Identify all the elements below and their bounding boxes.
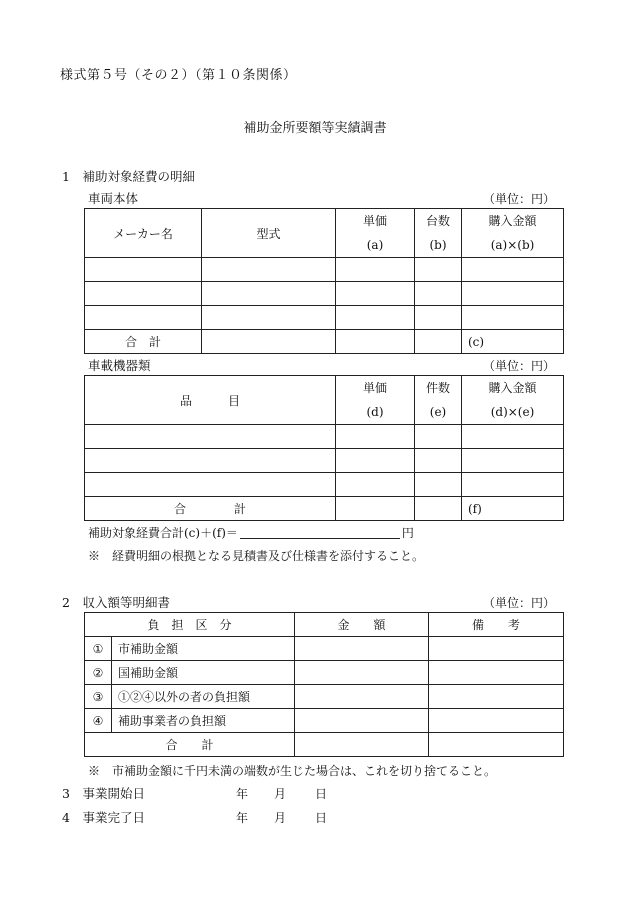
table-cell[interactable]	[202, 330, 336, 354]
table-cell[interactable]	[295, 661, 429, 685]
expense-total-label: 補助対象経費合計(c)＋(f)＝	[88, 526, 238, 540]
vehicle-header-qty-symbol: (b)	[429, 238, 447, 252]
equipment-header-amount	[462, 376, 564, 425]
table-cell[interactable]	[85, 449, 336, 473]
table-cell[interactable]	[462, 449, 564, 473]
table-row	[85, 425, 564, 449]
table-cell[interactable]	[336, 449, 415, 473]
table-cell[interactable]	[85, 473, 336, 497]
equipment-header-price-label: 単価	[362, 381, 387, 395]
equipment-header-amount-label: 購入金額	[488, 381, 537, 395]
table-cell[interactable]	[295, 709, 429, 733]
document-title: 補助金所要額等実績調書	[243, 121, 387, 136]
equipment-header-qty-label: 件数	[425, 381, 450, 395]
table-cell[interactable]	[336, 497, 415, 521]
equipment-total-row	[85, 497, 564, 521]
vehicle-header-amount	[462, 209, 564, 258]
table-cell[interactable]	[85, 425, 336, 449]
table-cell[interactable]	[462, 473, 564, 497]
section2-unit: （単位：円）	[482, 596, 555, 610]
equipment-total-label: 合 計	[85, 497, 336, 521]
vehicle-header-amount-symbol: (a)×(b)	[490, 238, 535, 252]
table-cell[interactable]	[462, 306, 564, 330]
table-cell[interactable]	[429, 685, 564, 709]
table-cell[interactable]	[336, 425, 415, 449]
vehicle-table	[84, 208, 564, 354]
income-table	[84, 612, 564, 757]
income-header-row	[85, 613, 564, 637]
equipment-label: 車載機器類	[88, 358, 151, 373]
expense-total-line	[88, 526, 414, 539]
income-header-category: 負 担 区 分	[85, 613, 295, 637]
equipment-header-amount-symbol: (d)×(e)	[490, 405, 535, 419]
vehicle-header-price	[336, 209, 415, 258]
vehicle-total-row	[85, 330, 564, 354]
vehicle-header-price-label: 単価	[362, 214, 387, 228]
table-cell[interactable]	[415, 497, 462, 521]
income-row-number: ④	[85, 709, 112, 733]
section1-note: ※ 経費明細の根拠となる見積書及び仕様書を添付すること。	[88, 549, 425, 563]
income-row-label: 市補助金額	[112, 637, 295, 661]
vehicle-total-symbol[interactable]: (c)	[462, 330, 564, 354]
income-row-label: 国補助金額	[112, 661, 295, 685]
table-cell[interactable]	[336, 258, 415, 282]
income-row-number: ②	[85, 661, 112, 685]
equipment-header-qty	[415, 376, 462, 425]
table-cell[interactable]	[295, 733, 429, 757]
table-cell[interactable]	[415, 425, 462, 449]
form-number: 様式第５号（その２）（第１０条関係）	[60, 68, 297, 83]
equipment-header-row	[85, 376, 564, 425]
income-row-label: ①②④以外の者の負担額	[112, 685, 295, 709]
table-cell[interactable]	[295, 637, 429, 661]
vehicle-header-price-symbol: (a)	[366, 238, 384, 252]
income-row-number: ①	[85, 637, 112, 661]
equipment-header-price-symbol: (d)	[366, 405, 384, 419]
equipment-table	[84, 375, 564, 521]
income-total-label: 合 計	[85, 733, 295, 757]
table-cell[interactable]	[429, 637, 564, 661]
table-cell[interactable]	[429, 661, 564, 685]
table-cell[interactable]	[336, 330, 415, 354]
equipment-header-item: 品 目	[85, 376, 336, 425]
income-row	[85, 685, 564, 709]
section1-heading: 1 補助対象経費の明細	[62, 169, 195, 184]
table-row	[85, 306, 564, 330]
table-cell[interactable]	[295, 685, 429, 709]
table-cell[interactable]	[415, 473, 462, 497]
table-cell[interactable]	[415, 258, 462, 282]
equipment-unit: （単位：円）	[482, 359, 555, 373]
vehicle-header-qty	[415, 209, 462, 258]
section2-note: ※ 市補助金額に千円未満の端数が生じた場合は、これを切り捨てること。	[88, 764, 497, 778]
vehicle-header-row	[85, 209, 564, 258]
table-cell[interactable]	[462, 425, 564, 449]
table-row	[85, 282, 564, 306]
table-cell[interactable]	[415, 449, 462, 473]
end-year-label: 年	[236, 811, 249, 825]
table-cell[interactable]	[462, 258, 564, 282]
table-cell[interactable]	[429, 733, 564, 757]
table-cell[interactable]	[202, 258, 336, 282]
table-row	[85, 473, 564, 497]
start-year-label: 年	[236, 787, 249, 801]
section2-heading: 2 収入額等明細書	[62, 595, 170, 610]
table-cell[interactable]	[202, 306, 336, 330]
table-cell[interactable]	[429, 709, 564, 733]
vehicle-total-label: 合 計	[85, 330, 202, 354]
expense-total-field[interactable]	[240, 526, 400, 539]
start-day-label: 日	[315, 787, 328, 801]
table-cell[interactable]	[336, 473, 415, 497]
income-row-number: ③	[85, 685, 112, 709]
income-header-remarks: 備 考	[429, 613, 564, 637]
table-cell[interactable]	[202, 282, 336, 306]
expense-total-unit: 円	[401, 526, 414, 540]
table-row	[85, 258, 564, 282]
table-cell[interactable]	[462, 282, 564, 306]
vehicle-header-model: 型式	[202, 209, 336, 258]
income-row	[85, 661, 564, 685]
income-row	[85, 637, 564, 661]
vehicle-label: 車両本体	[88, 191, 139, 206]
table-cell[interactable]	[85, 282, 202, 306]
vehicle-header-maker: メーカー名	[85, 209, 202, 258]
income-header-amount: 金 額	[295, 613, 429, 637]
equipment-header-price	[336, 376, 415, 425]
section4-label: 4 事業完了日	[62, 810, 145, 825]
table-cell[interactable]	[85, 306, 202, 330]
start-month-label: 月	[274, 787, 287, 801]
income-total-row	[85, 733, 564, 757]
table-cell[interactable]	[415, 330, 462, 354]
table-cell[interactable]	[85, 258, 202, 282]
section3-label: 3 事業開始日	[62, 786, 145, 801]
equipment-header-qty-symbol: (e)	[429, 405, 447, 419]
table-cell[interactable]	[415, 306, 462, 330]
income-row	[85, 709, 564, 733]
end-day-label: 日	[315, 811, 328, 825]
vehicle-unit: （単位：円）	[482, 192, 555, 206]
table-cell[interactable]	[336, 306, 415, 330]
equipment-total-symbol[interactable]: (f)	[462, 497, 564, 521]
table-cell[interactable]	[415, 282, 462, 306]
end-month-label: 月	[274, 811, 287, 825]
vehicle-header-qty-label: 台数	[425, 214, 450, 228]
vehicle-header-amount-label: 購入金額	[488, 214, 537, 228]
table-cell[interactable]	[336, 282, 415, 306]
table-row	[85, 449, 564, 473]
income-row-label: 補助事業者の負担額	[112, 709, 295, 733]
